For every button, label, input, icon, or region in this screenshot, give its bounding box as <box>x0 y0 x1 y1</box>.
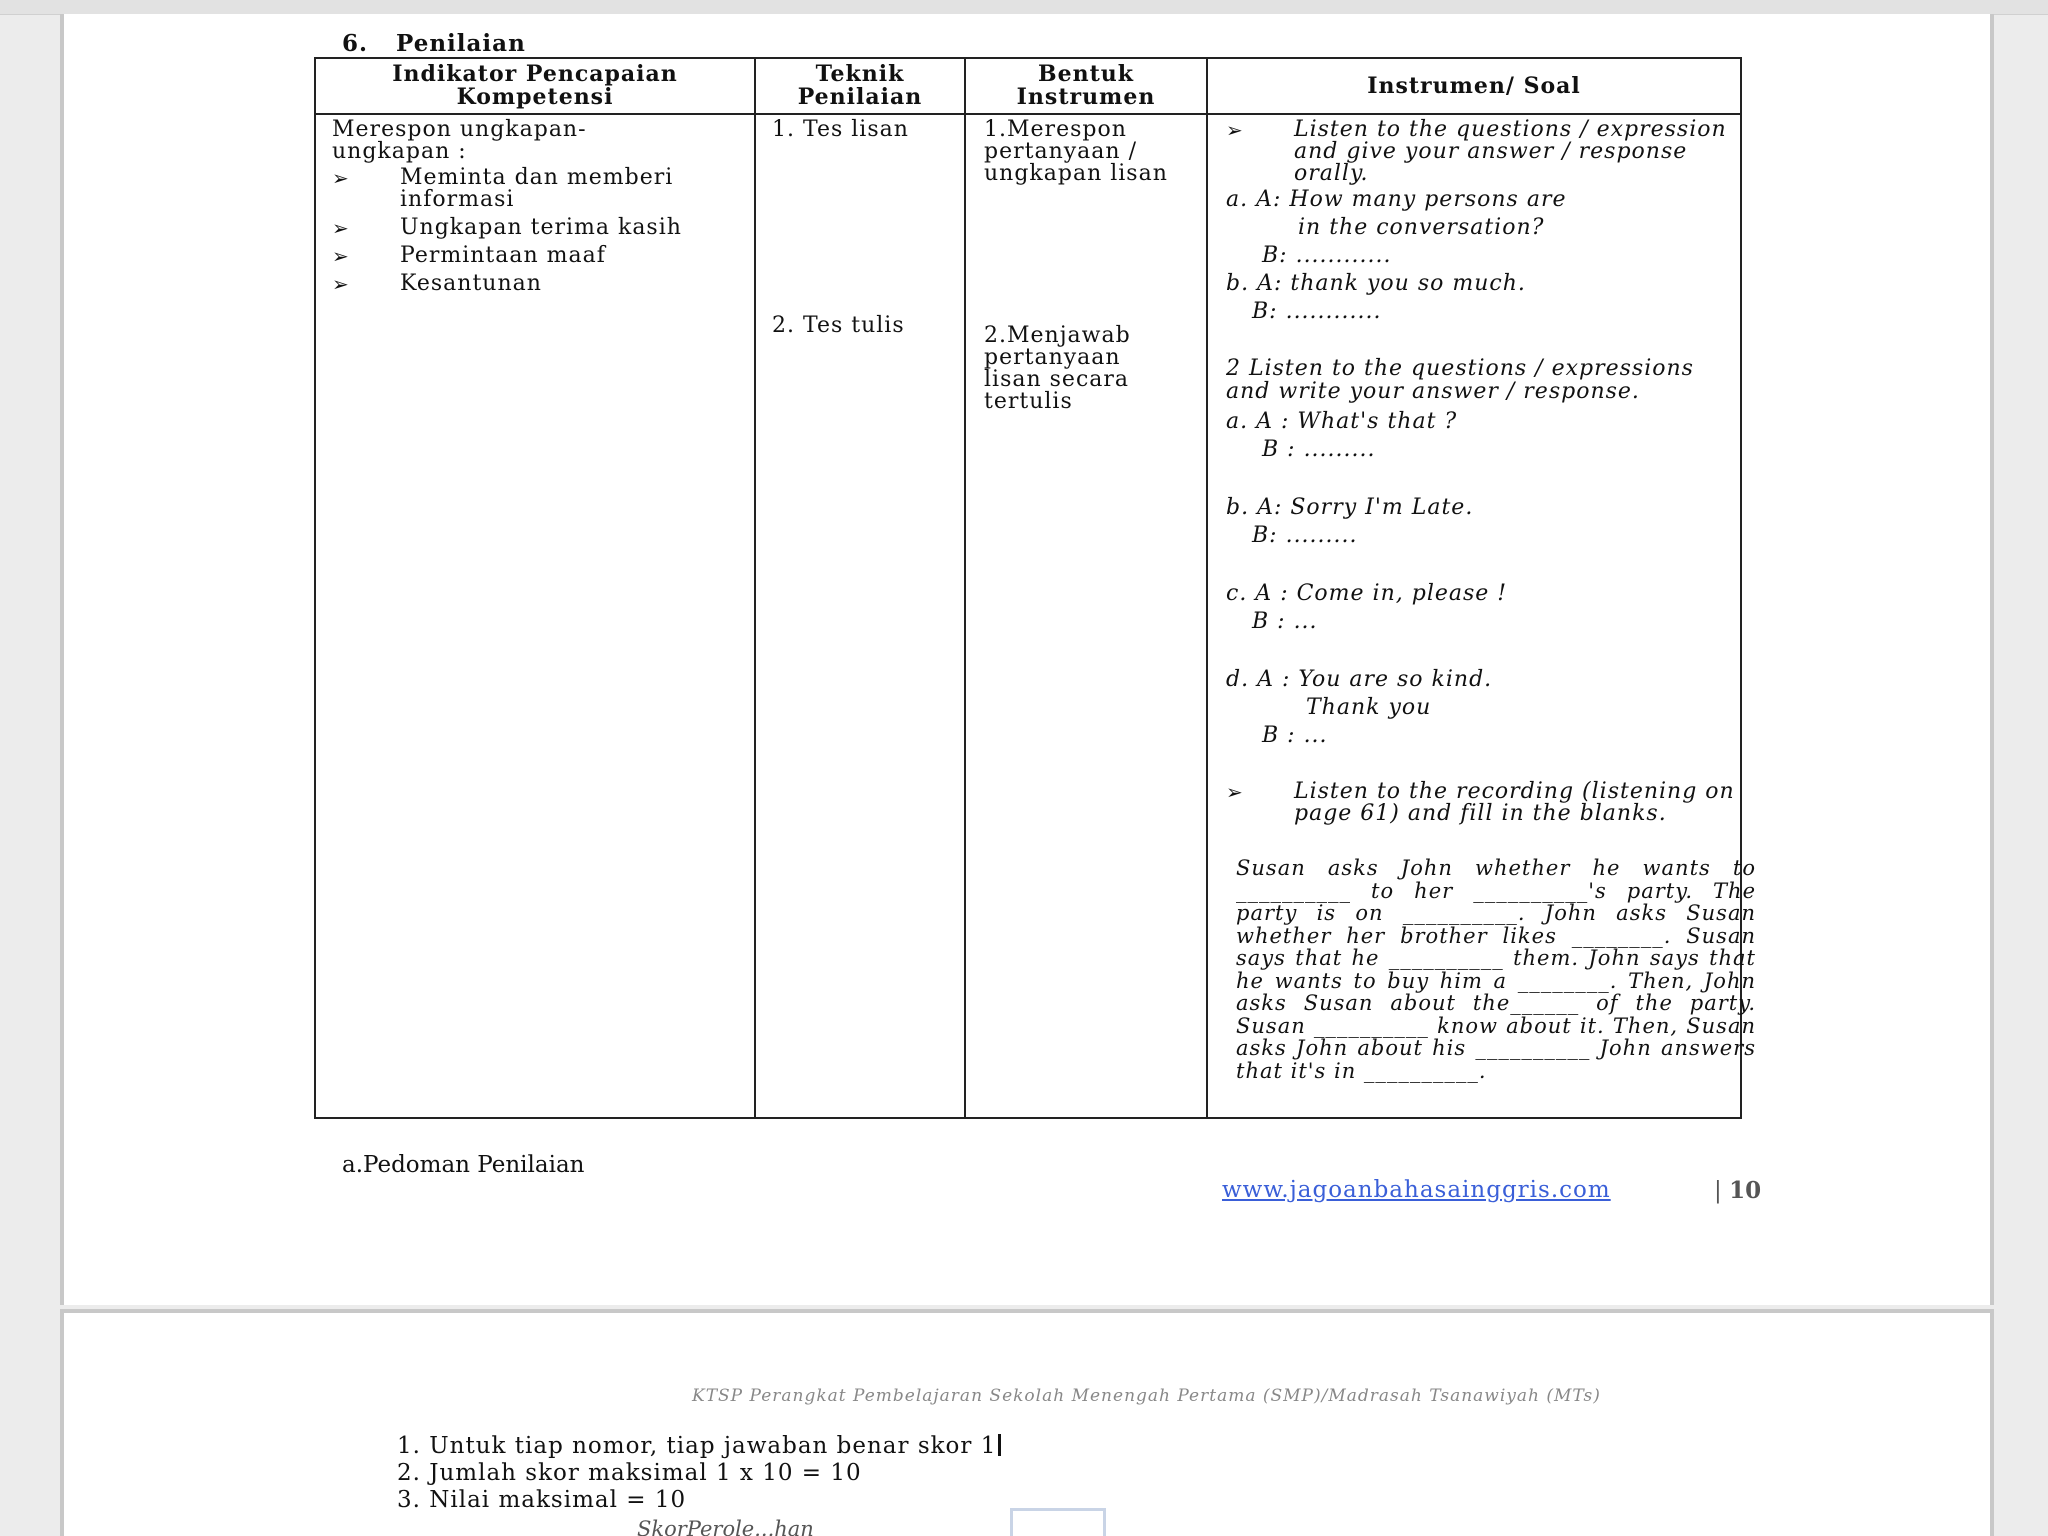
answer-2b: B: ......... <box>1252 523 1358 548</box>
score-formula-partial: SkorPerole...han <box>637 1517 814 1536</box>
rule-text: 2. Jumlah skor maksimal 1 x 10 = 10 <box>397 1460 862 1486</box>
question-2c: c. A : Come in, please ! <box>1226 581 1508 606</box>
cell-instrumen <box>1207 114 1756 1118</box>
bentuk-2 <box>984 325 1184 413</box>
arrow-bullet-icon: ➢ <box>332 166 350 190</box>
page-number: 10 <box>1729 1177 1762 1204</box>
question-2d-cont: Thank you <box>1306 695 1432 720</box>
header-bentuk: Bentuk Instrumen <box>965 58 1207 114</box>
bentuk-text: Menjawab pertanyaan lisan secara tertulis <box>984 323 1131 414</box>
instrumen-intro-3 <box>1226 781 1746 825</box>
question-1b: b. A: thank you so much. <box>1226 271 1526 296</box>
list-item <box>332 167 754 211</box>
rule-text: 3. Nilai maksimal = 10 <box>397 1487 687 1513</box>
instrumen-intro-1-text: Listen to the questions / expression and give your answer / response orally. <box>1294 117 1727 186</box>
question-1a: a. A: How many persons are <box>1226 187 1567 212</box>
section-number: 6. <box>342 30 369 57</box>
viewer-toolbar <box>0 0 2048 15</box>
bentuk-number: 1. <box>984 117 1007 142</box>
cell-indikator <box>315 114 755 1118</box>
arrow-bullet-icon: ➢ <box>332 244 350 268</box>
page-header: KTSP Perangkat Pembelajaran Sekolah Menengah Pertama (SMP)/Madrasah Tsanawiyah (MTs) <box>692 1386 1601 1406</box>
cell-teknik <box>755 114 965 1118</box>
text-cursor <box>998 1434 1001 1456</box>
question-2a: a. A : What's that ? <box>1226 409 1458 434</box>
list-item <box>332 245 754 267</box>
bentuk-text: Merespon pertanyaan / ungkapan lisan <box>984 117 1168 186</box>
answer-2a: B : ......... <box>1262 437 1376 462</box>
table-header-row <box>315 58 1741 114</box>
scoring-rules-list <box>397 1433 1001 1514</box>
indikator-item-text: Ungkapan terima kasih <box>400 215 682 240</box>
pedoman-penilaian-heading: a.Pedoman Penilaian <box>342 1152 585 1178</box>
answer-2c: B : ... <box>1252 609 1318 634</box>
bentuk-1 <box>984 119 1184 185</box>
indikator-item-text: Meminta dan memberi informasi <box>400 165 674 212</box>
question-1a-cont: in the conversation? <box>1298 215 1545 240</box>
answer-1b: B: ............ <box>1252 299 1382 324</box>
header-indikator: Indikator Pencapaian Kompetensi <box>315 58 755 114</box>
cell-bentuk <box>965 114 1207 1118</box>
arrow-bullet-icon: ➢ <box>332 272 350 296</box>
answer-1a: B: ............ <box>1262 243 1392 268</box>
arrow-bullet-icon: ➢ <box>332 216 350 240</box>
answer-2d: B : ... <box>1262 723 1328 748</box>
indikator-list <box>332 167 754 301</box>
instrumen-intro-1 <box>1226 119 1746 185</box>
question-2d: d. A : You are so kind. <box>1226 667 1493 692</box>
assessment-table <box>314 57 1756 1119</box>
list-item <box>397 1460 1001 1487</box>
instrumen-intro-2: 2 Listen to the questions / expressions and write your answer / response. <box>1226 356 1694 404</box>
instrumen-intro-3-text: Listen to the recording (listening on page 61) and fill in the blanks. <box>1294 779 1735 826</box>
list-item <box>332 217 754 239</box>
teknik-2: 2. Tes tulis <box>772 313 905 338</box>
list-item <box>332 273 754 295</box>
indikator-intro: Merespon ungkapan-ungkapan : <box>332 117 587 164</box>
footer-website-link[interactable]: www.jagoanbahasainggris.com <box>1222 1177 1611 1203</box>
indikator-item-text: Permintaan maaf <box>400 243 606 268</box>
footer-page-number <box>1714 1177 1761 1204</box>
embedded-object-frame[interactable] <box>1010 1508 1106 1536</box>
footer-separator: | <box>1714 1178 1722 1204</box>
list-item <box>397 1433 1001 1460</box>
rule-text: 1. Untuk tiap nomor, tiap jawaban benar skor 1 <box>397 1433 997 1459</box>
document-page-10 <box>60 14 1994 1305</box>
header-instrumen: Instrumen/ Soal <box>1207 58 1741 114</box>
header-teknik: Teknik Penilaian <box>755 58 965 114</box>
question-2b: b. A: Sorry I'm Late. <box>1226 495 1474 520</box>
indikator-item-text: Kesantunan <box>400 271 542 296</box>
fill-in-paragraph: Susan asks John whether he wants to __________ to her __________'s party. The party is on __________. John asks Susan whether her brother likes ________. Susan says that he __________ them. John says that he wants to buy him a ________. Then, John asks Susan about the______ of the party. Susan __________ know about it. Then, Susan asks John about his __________ John answers that it's in __________. <box>1236 856 1756 1083</box>
arrow-bullet-icon: ➢ <box>1226 118 1244 142</box>
document-page-11 <box>60 1309 1994 1536</box>
section-title: Penilaian <box>396 30 526 57</box>
section-heading <box>342 30 526 57</box>
table-row <box>315 114 1741 1118</box>
arrow-bullet-icon: ➢ <box>1226 780 1244 804</box>
bentuk-number: 2. <box>984 323 1007 348</box>
teknik-1: 1. Tes lisan <box>772 117 909 142</box>
list-item <box>397 1487 1001 1514</box>
